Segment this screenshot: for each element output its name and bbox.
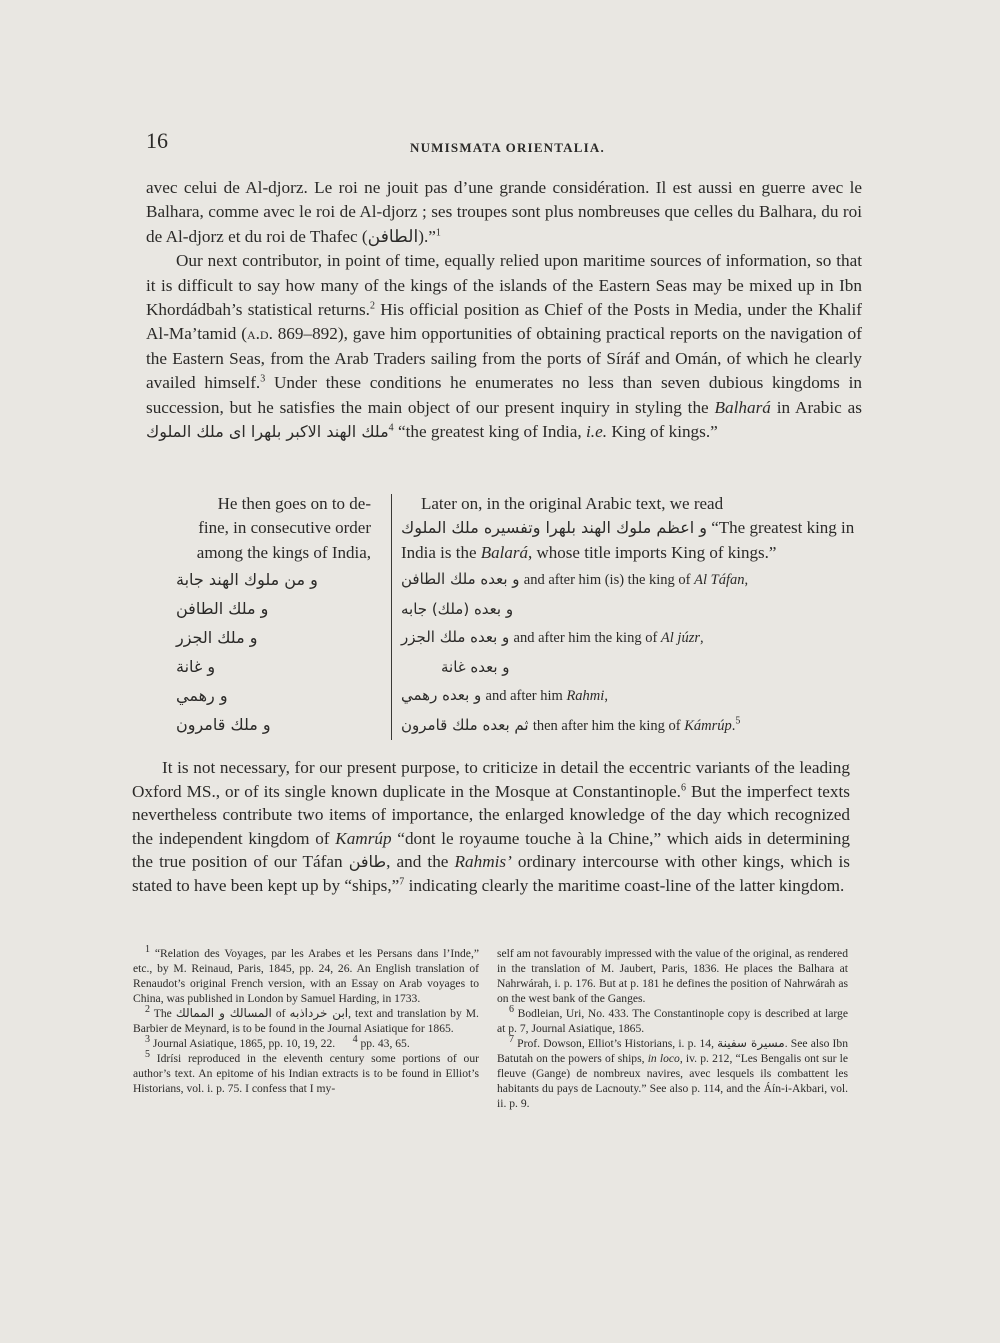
running-title: NUMISMATA ORIENTALIA. [410,140,605,155]
left-column-line: He then goes on to de- [217,494,371,513]
paragraph-1: avec celui de Al-djorz. Le roi ne jouit pas d’une grande considération. Il est aussi en guerre avec le Balhara, comme avec le roi de Al-djorz ; ses troupes sont plus nombreuses que celles du Balhara, du roi de Al-djorz et du roi de Thafec (الطافن).”$^1$ [146,178,862,246]
column-divider [391,494,392,740]
arabic-line: و من ملوك الهند جابة [176,570,318,590]
footnote-7: $^7$ Prof. Dowson, Elliot’s Historians, i. p. 14, مسيرة سفينة. See also Ibn Batutah on the powers of ships, in loco, iv. p. 212, “Les Bengalis ont sur le fleuve (Gange) de nombreux navires, avec lesquels ils combattent les habitants du pays de Lacnouty.” See also p. 114, and the Áín-i-Akbari, vol. ii. p. 9. [497,1034,849,1110]
footnote-ref: 4 [388,422,394,434]
main-text-continued [132,756,850,898]
arabic-line: و ملك الطافن [176,599,269,619]
footnote-3-4: $^3$ Journal Asiatique, 1865, pp. 10, 19, 22. $^4$ pp. 43, 65. [145,1034,410,1050]
footnote-ref: 3 [260,373,266,385]
footnote-2: $^2$ The المسالك و الممالك of ابن خرداذبه, text and translation by M. Barbier de Meynard, is to be found in the Journal Asiatique for 1865. [133,1004,479,1035]
translation-row: و بعده ملك الجزر and after him the king of Al júzr, [401,628,704,647]
arabic-line: و ملك قامرون [176,715,271,735]
footnote-5: $^5$ Idrísi reproduced in the eleventh century some portions of our author’s text. An epitome of his Indian extracts is to be found in Elliot’s Historians, vol. i. p. 75. I confess that I my- [133,1049,479,1095]
arabic-line: و رهمي [176,686,228,706]
two-column-comparison [146,492,862,742]
footnote-ref: 5 [735,715,741,727]
right-intro: و اعظم ملوك الهند بلهرا وتفسيره ملك الملوك “The greatest king in India is the Balará, whose title imports King of kings.” [401,518,855,562]
footnote-ref: 2 [369,300,375,312]
arabic-line: و غانة [176,657,216,677]
paragraph-3: It is not necessary, for our present purpose, to criticize in detail the eccentric variants of the leading Oxford MS., or of its single known duplicate in the Mosque at Constantinople.$^6$ But the imperfect texts nevertheless contribute two items of importance, the enlarged knowledge of the day which recognized the independent kingdom of Kamrúp “dont le royaume touche à la Chine,” which aids in determining the true position of our Táfan طافن, and the Rahmis’ ordinary intercourse with other kings, which is stated to have been kept up by “ships,”$^7$ indicating clearly the maritime coast-line of the latter kingdom. [132,758,850,895]
left-column-line: among the kings of India, [196,542,371,562]
footnote-ref: 7 [399,876,405,888]
arabic-phrase: ملك الهند الاكبر بلهرا اى ملك الملوك [146,422,389,442]
footnote-ref: 6 [680,781,686,793]
left-column [146,492,371,739]
footnote-ref: 1 [435,227,441,239]
left-column-line: fine, in consecutive order [198,518,371,538]
translation-row: و بعده غانة [441,657,510,676]
paragraph-2: Our next contributor, in point of time, equally relied upon maritime sources of information, so that it is difficult to say how many of the kings of the islands of the Eastern Seas may be mixed up in Ibn Khordádbah’s statistical returns.$^2$ His official position as Chief of the Posts in Media, under the Khalif Al-Ma’tamid (a.d. 869–892), gave him opportunities of obtaining practical reports on the navigation of the Eastern Seas, from the Arab Traders sailing from the ports of Síráf and Omán, of which he clearly availed himself.$^3$ Under these conditions he enumerates no less than seven dubious kingdoms in succession, but he satisfies the main object of our present inquiry in styling the Balhará in Arabic as ملك الهند الاكبر بلهرا اى ملك الملوك$^4$ “the greatest king of India, i.e. King of kings.” [146,251,862,442]
right-intro-line: Later on, in the original Arabic text, we read [421,494,724,513]
main-text [146,176,862,444]
page-number: 16 [146,128,168,153]
footnotes-right [497,946,848,1111]
translation-row: و بعده (ملك) جابه [401,599,514,618]
footnote-6: $^6$ Bodleian, Uri, No. 433. The Constantinople copy is described at large at p. 7, Journal Asiatique, 1865. [497,1004,848,1035]
translation-row: و بعده ملك الطافن and after him (is) the king of Al Táfan, [401,570,749,589]
translation-row: ثم بعده ملك قامرون then after him the king of Kámrúp.$^5$ [401,715,741,734]
right-column [401,492,862,740]
footnotes-left [133,946,479,1096]
footnote-1: $^1$ “Relation des Voyages, par les Arabes et les Persans dans l’Inde,” etc., by M. Reinaud, Paris, 1845, pp. 24, 26. An English translation of Renaudot’s original French version, with an Essay on Arab voyages to China, was published in London by Samuel Harding, in 1733. [133,944,479,1005]
translation-row: و بعده رهمي and after him Rahmi, [401,686,608,705]
footnote-5-continued: self am not favourably impressed with the value of the original, as rendered in the translation of M. Jaubert, Paris, 1836. He places the Balhara at Nahrwárah, i. p. 176. But at p. 181 he defines the position of Nahrwárah as on the west bank of the Ganges. [497,947,848,1005]
arabic-line: و ملك الجزر [176,628,258,648]
